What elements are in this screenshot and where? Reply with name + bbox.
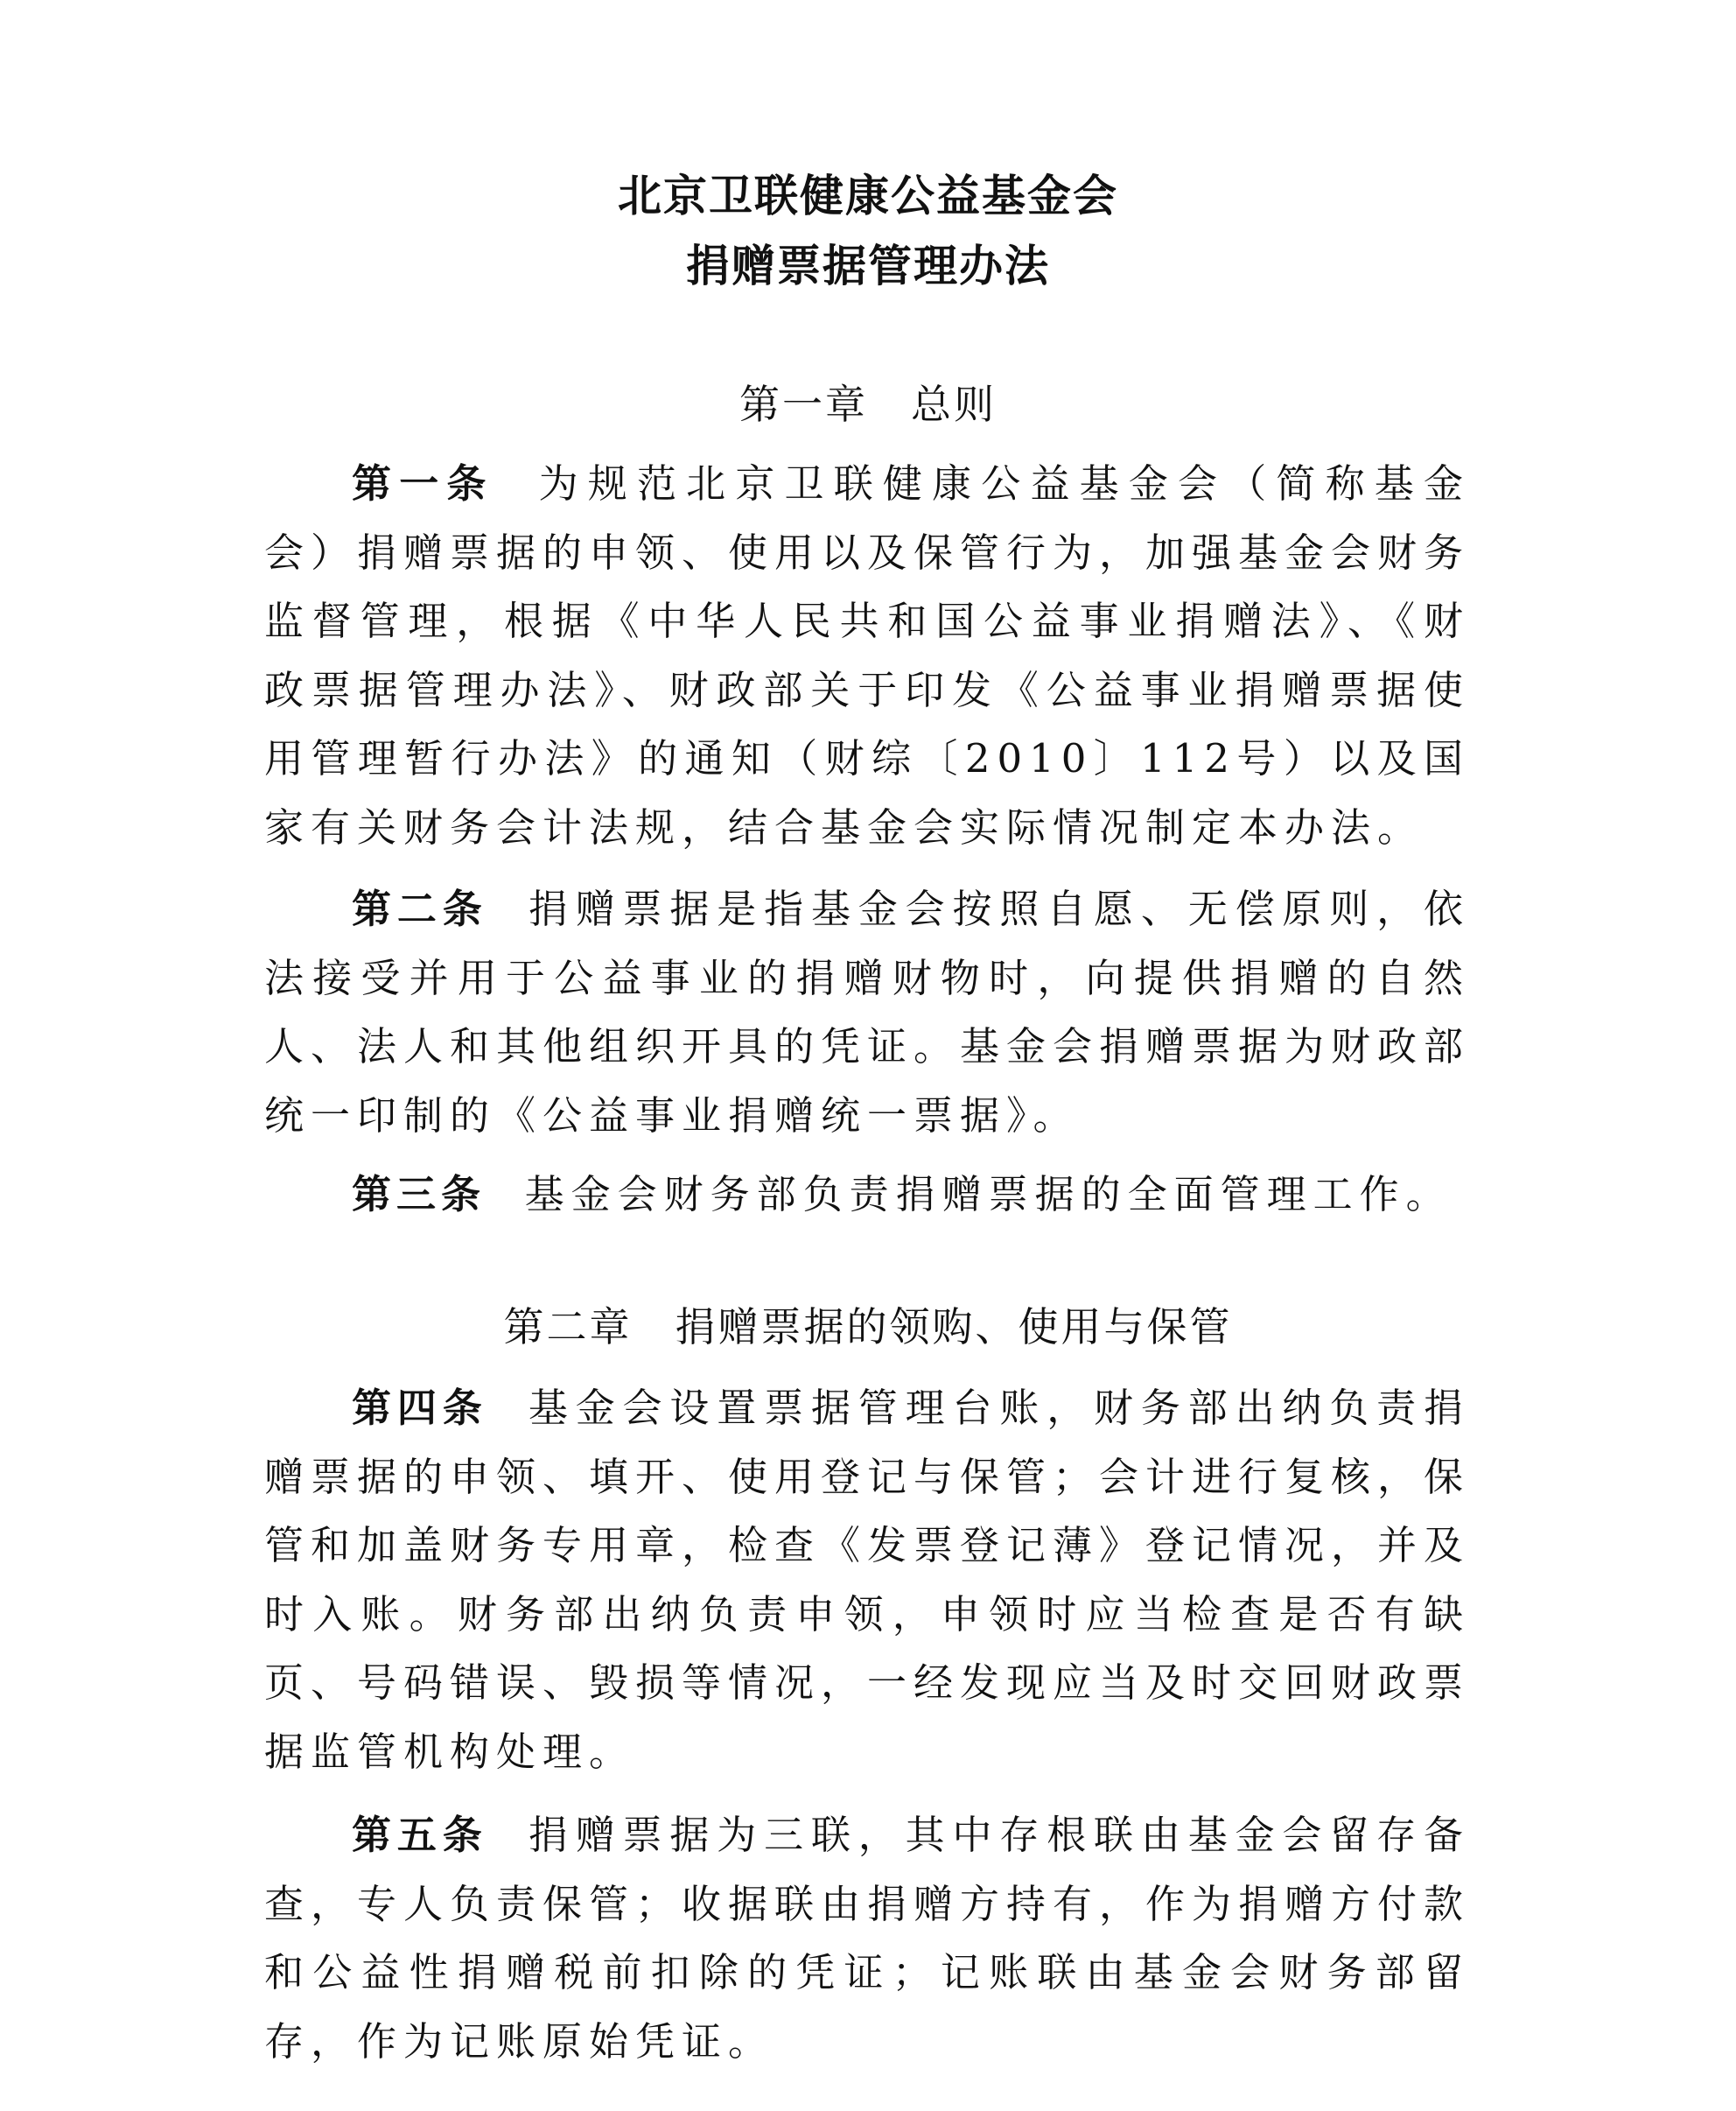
chapter-heading-1: 第一章 总则	[739, 381, 997, 428]
article-label: 第四条	[352, 1385, 488, 1431]
chapter-heading-2: 第二章 捐赠票据的领购、使用与保管	[503, 1303, 1233, 1350]
article-text: 捐赠票据是指基金会按照自愿、无偿原则，依法接受并用于公益事业的捐赠财物时，向提供捐赠的自然人、法人和其他组织开具的凭证。基金会捐赠票据为财政部统一印制的《公益事业捐赠统一票据》。	[264, 886, 1471, 1139]
article-label: 第二条	[352, 886, 488, 932]
article-text: 捐赠票据为三联，其中存根联由基金会留存备查，专人负责保管；收据联由捐赠方持有，作为捐赠方付款和公益性捐赠税前扣除的凭证；记账联由基金会财务部留存，作为记账原始凭证。	[264, 1812, 1471, 2065]
article-label: 第五条	[352, 1812, 488, 1858]
article-paragraph	[264, 875, 1470, 1150]
document-title-line2: 捐赠票据管理办法	[686, 241, 1050, 291]
article-paragraph	[264, 450, 1470, 862]
article-text: 为规范北京卫联健康公益基金会（简称基金会）捐赠票据的申领、使用以及保管行为，加强基金会财务监督管理，根据《中华人民共和国公益事业捐赠法》、《财政票据管理办法》、财政部关于印发《公益事业捐赠票据使用管理暂行办法》的通知（财综〔2010〕112号）以及国家有关财务会计法规，结合基金会实际情况制定本办法。	[264, 460, 1471, 851]
article-paragraph	[264, 1161, 1470, 1230]
article-label: 第一条	[352, 460, 494, 507]
article-paragraph	[264, 1801, 1470, 2076]
article-label: 第三条	[352, 1171, 486, 1217]
article-paragraph	[264, 1374, 1470, 1786]
document-title-line1: 北京卫联健康公益基金会	[618, 171, 1118, 221]
article-text: 基金会设置票据管理台账，财务部出纳负责捐赠票据的申领、填开、使用登记与保管；会计进行复核，保管和加盖财务专用章，检查《发票登记薄》登记情况，并及时入账。财务部出纳负责申领，申领时应当检查是否有缺页、号码错误、毁损等情况，一经发现应当及时交回财政票据监管机构处理。	[264, 1385, 1471, 1775]
article-text: 基金会财务部负责捐赠票据的全面管理工作。	[524, 1171, 1452, 1217]
